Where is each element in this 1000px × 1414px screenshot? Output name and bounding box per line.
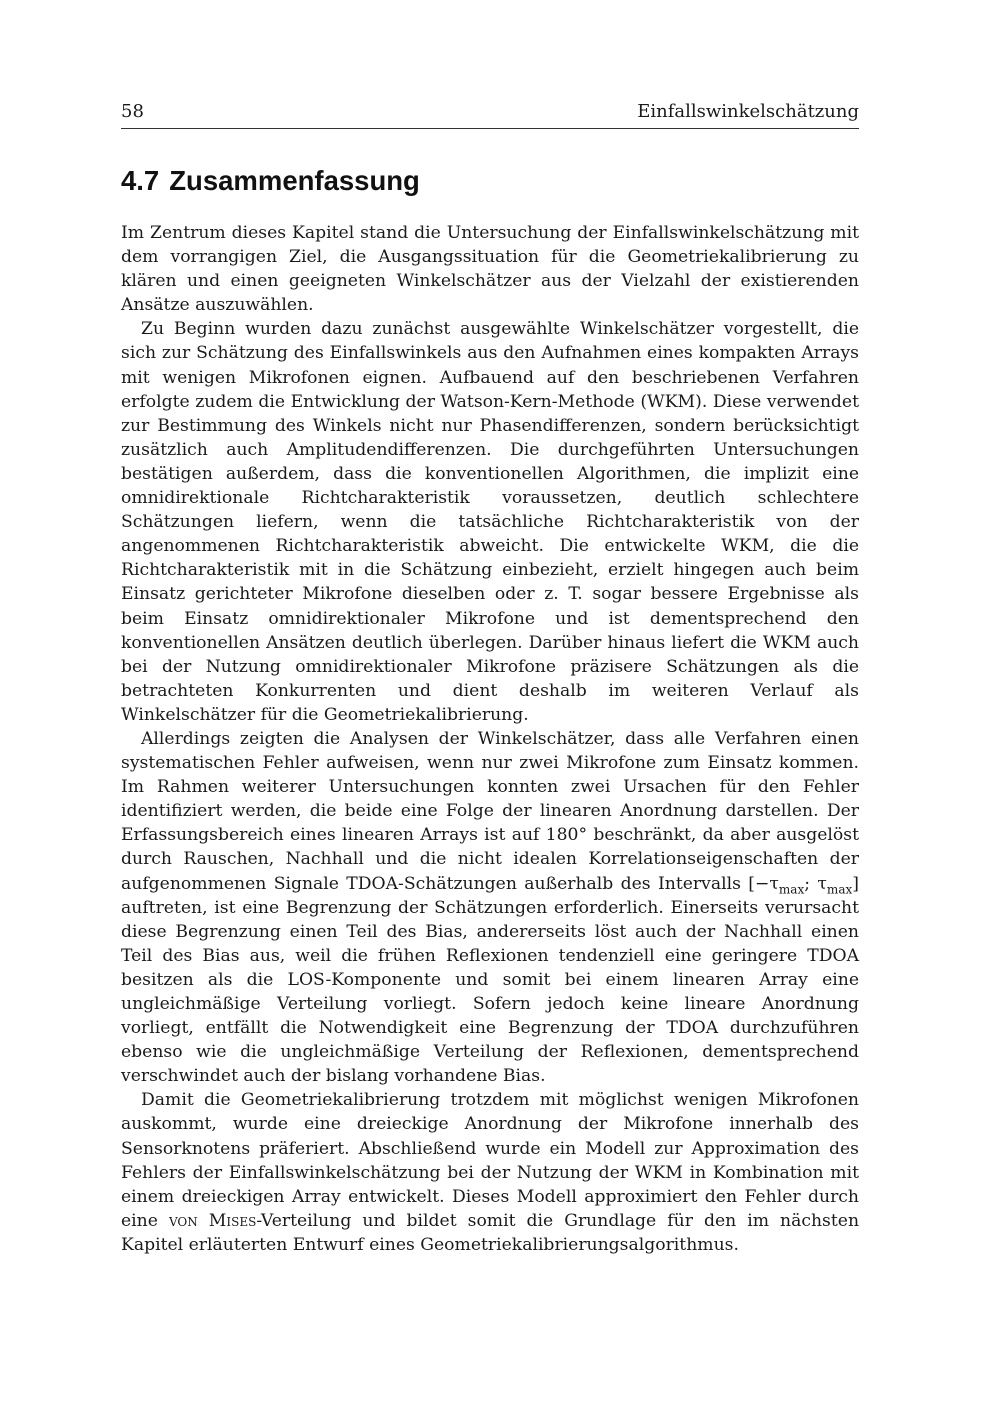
page-number: 58 xyxy=(121,101,144,122)
section-number: 4.7 xyxy=(121,165,160,196)
interval-separator: ; τ xyxy=(804,873,827,894)
paragraph-2: Zu Beginn wurden dazu zunächst ausgewählte Winkelschätzer vorgestellt, die sich zur Schätzung des Einfallswinkels aus den Aufnahmen eines kompakten Arrays mit wenigen Mikrofonen eignen. Aufbauend auf den beschriebenen Verfahren erfolgte zudem die Entwicklung der Watson-Kern-Methode (WKM). Diese verwendet zur Bestimmung des Winkels nicht nur Phasendifferenzen, sondern berücksichtigt zusätzlich auch Amplitudendifferenzen. Die durchgeführten Untersuchungen bestätigen außerdem, dass die konventionellen Algorithmen, die implizit eine omnidirektionale Richtcharakteristik voraussetzen, deutlich schlechtere Schätzungen liefern, wenn die tatsächliche Richtcharakteristik von der angenommenen Richtcharakteristik abweicht. Die entwickelte WKM, die die Richtcharakteristik mit in die Schätzung einbezieht, erzielt hingegen auch beim Einsatz gerichteter Mikrofone dieselben oder z. T. sogar bessere Ergebnisse als beim Einsatz omnidirektionaler Mikrofone und ist dementsprechend den konventionellen Ansätzen deutlich überlegen. Darüber hinaus liefert die WKM auch bei der Nutzung omnidirektionaler Mikrofone präzisere Schätzungen als die betrachteten Konkurrenten und dient deshalb im weiteren Verlauf als Winkelschätzer für die Geometriekalibrierung. xyxy=(121,319,859,725)
paragraph-4-text-b: -Verteilung und bildet somit die Grundlage für den im nächsten Kapitel erläuterten Entwurf eines Geometriekalibrierungsalgorithmus. xyxy=(121,1210,860,1255)
page xyxy=(121,100,859,1257)
interval-open: [−τ xyxy=(748,873,779,894)
paragraph-4-text-a: Damit die Geometriekalibrierung trotzdem mit möglichst wenigen Mikrofonen auskommt, wurde eine dreieckige Anordnung der Mikrofone innerhalb des Sensorknotens präferiert. Abschließend wurde ein Modell zur Approximation des Fehlers der Einfallswinkelschätzung bei der Nutzung der WKM in Kombination mit einem dreieckigen Array entwickelt. Dieses Modell approximiert den Fehler durch eine xyxy=(121,1090,859,1231)
interval-close: ] xyxy=(852,873,860,894)
paragraph-3-text-b: auftreten, ist eine Begrenzung der Schätzungen erforderlich. Einerseits verursacht diese Begrenzung einen Teil des Bias, andererseits löst auch der Nachhall einen Teil des Bias aus, weil die frühen Reflexionen tendenziell eine geringere TDOA besitzen als die LOS-Komponente und somit bei einem linearen Array eine ungleichmäßige Verteilung vorliegt. Sofern jedoch keine lineare Anordnung vorliegt, entfällt die Notwendigkeit eine Begrenzung der TDOA durchzuführen ebenso wie die ungleichmäßige Verteilung der Reflexionen, dementsprechend verschwindet auch der bislang vorhandene Bias. xyxy=(121,897,859,1087)
tau-interval xyxy=(748,874,859,894)
paragraph-1: Im Zentrum dieses Kapitel stand die Untersuchung der Einfallswinkelschätzung mit dem vorrangigen Ziel, die Ausgangssituation für die Geometriekalibrierung zu klären und einen geeigneten Winkelschätzer aus der Vielzahl der existierenden Ansätze auszuwählen. xyxy=(121,223,859,316)
paragraph-3 xyxy=(121,727,859,1088)
chapter-title: Einfallswinkelschätzung xyxy=(637,101,859,122)
tau-subscript-2: max xyxy=(826,881,853,896)
von-mises-name: von Mises xyxy=(168,1210,257,1231)
section-heading xyxy=(121,163,859,199)
tau-subscript-1: max xyxy=(778,881,805,896)
paragraph-4 xyxy=(121,1088,859,1257)
paragraph-3-text-a: Allerdings zeigten die Analysen der Winkelschätzer, dass alle Verfahren einen systematischen Fehler aufweisen, wenn nur zwei Mikrofone zum Einsatz kommen. Im Rahmen weiterer Untersuchungen konnten zwei Ursachen für den Fehler identifiziert werden, die beide eine Folge der linearen Anordnung darstellen. Der Erfassungsbereich eines linearen Arrays ist auf 180° beschränkt, da aber ausgelöst durch Rauschen, Nachhall und die nicht idealen Korrelationseigenschaften der aufgenommenen Signale TDOA-Schätzungen außerhalb des Intervalls xyxy=(121,728,859,894)
running-header xyxy=(121,100,859,129)
section-title: Zusammenfassung xyxy=(169,165,420,196)
body-text xyxy=(121,221,859,1257)
